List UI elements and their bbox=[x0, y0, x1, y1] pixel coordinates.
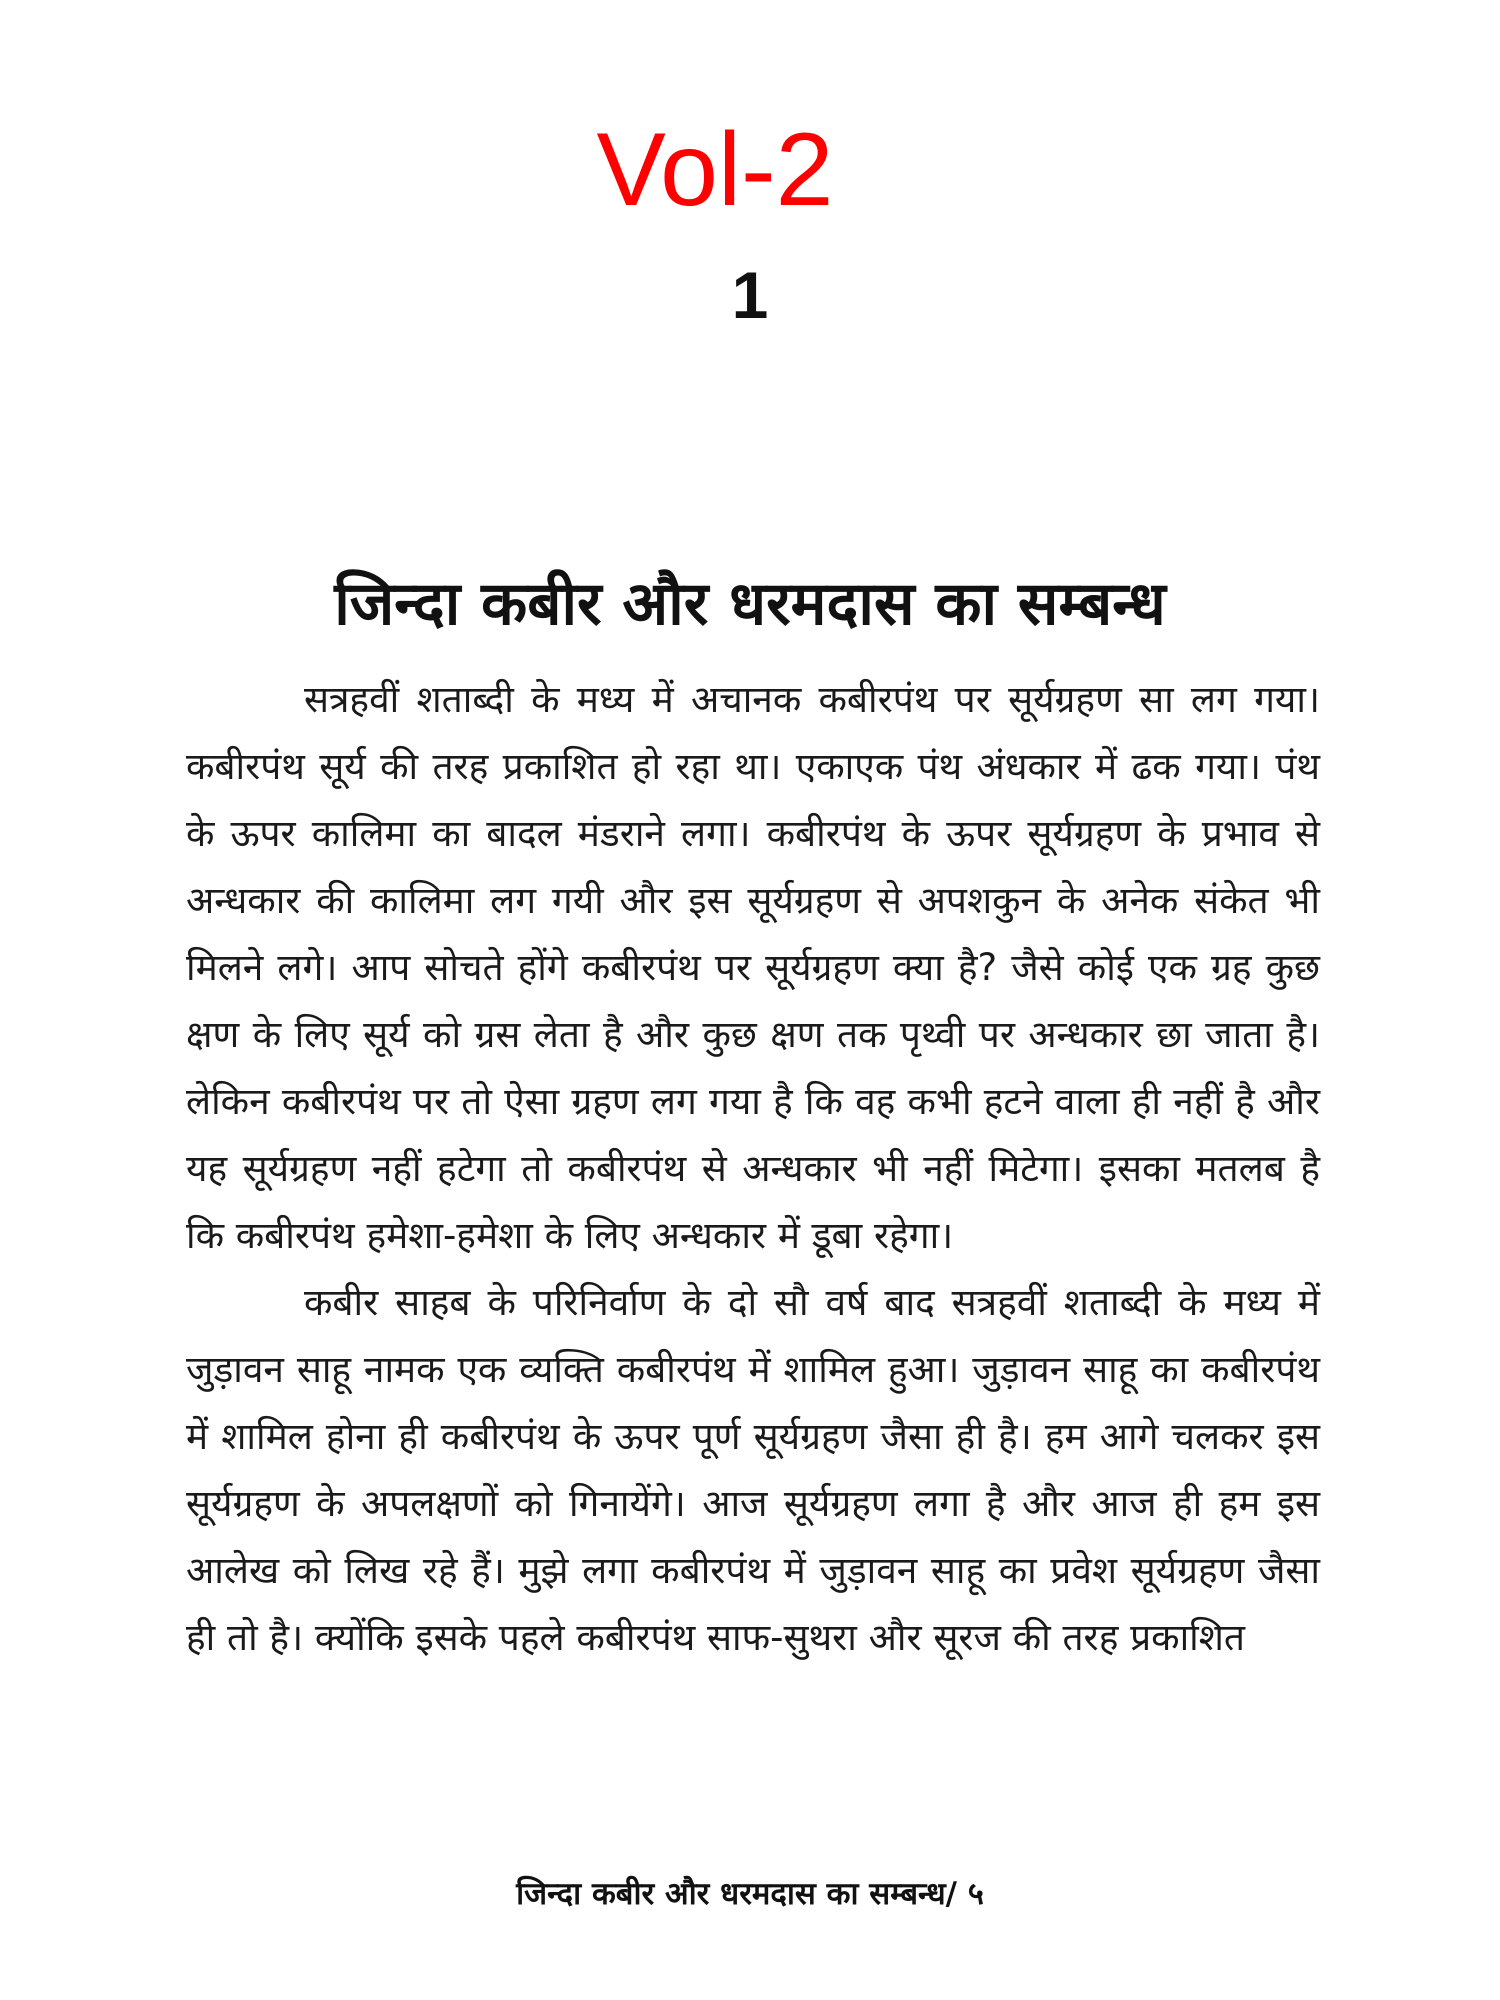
chapter-title: जिन्दा कबीर और धरमदास का सम्बन्ध bbox=[334, 569, 1166, 639]
paragraph: कबीर साहब के परिनिर्वाण के दो सौ वर्ष बाद सत्रहवीं शताब्दी के मध्य में जुड़ावन साहू नामक एक व्यक्ति कबीरपंथ में शामिल हुआ। जुड़ावन साहू का कबीरपंथ में शामिल होना ही कबीरपंथ के ऊपर पूर्ण सूर्यग्रहण जैसा ही है। हम आगे चलकर इस सूर्यग्रहण के अपलक्षणों को गिनायेंगे। आज सूर्यग्रहण लगा है और आज ही हम इस आलेख को लिख रहे हैं। मुझे लगा कबीरपंथ में जुड़ावन साहू का प्रवेश सूर्यग्रहण जैसा ही तो है। क्योंकि इसके पहले कबीरपंथ साफ-सुथरा और सूरज की तरह प्रकाशित bbox=[186, 1281, 1320, 1659]
footer-running-title: जिन्दा कबीर और धरमदास का सम्बन्ध/ ५ bbox=[516, 1876, 984, 1912]
volume-label: Vol-2 bbox=[596, 112, 834, 228]
chapter-body bbox=[186, 666, 1320, 1671]
paragraph: सत्रहवीं शताब्दी के मध्य में अचानक कबीरपंथ पर सूर्यग्रहण सा लग गया। कबीरपंथ सूर्य की तरह प्रकाशित हो रहा था। एकाएक पंथ अंधकार में ढक गया। पंथ के ऊपर कालिमा का बादल मंडराने लगा। कबीरपंथ के ऊपर सूर्यग्रहण के प्रभाव से अन्धकार की कालिमा लग गयी और इस सूर्यग्रहण से अपशकुन के अनेक संकेत भी मिलने लगे। आप सोचते होंगे कबीरपंथ पर सूर्यग्रहण क्या है? जैसे कोई एक ग्रह कुछ क्षण के लिए सूर्य को ग्रस लेता है और कुछ क्षण तक पृथ्वी पर अन्धकार छा जाता है। लेकिन कबीरपंथ पर तो ऐसा ग्रहण लग गया है कि वह कभी हटने वाला ही नहीं है और यह सूर्यग्रहण नहीं हटेगा तो कबीरपंथ से अन्धकार भी नहीं मिटेगा। इसका मतलब है कि कबीरपंथ हमेशा-हमेशा के लिए अन्धकार में डूबा रहेगा। bbox=[186, 678, 1320, 1257]
chapter-number: 1 bbox=[731, 258, 769, 332]
